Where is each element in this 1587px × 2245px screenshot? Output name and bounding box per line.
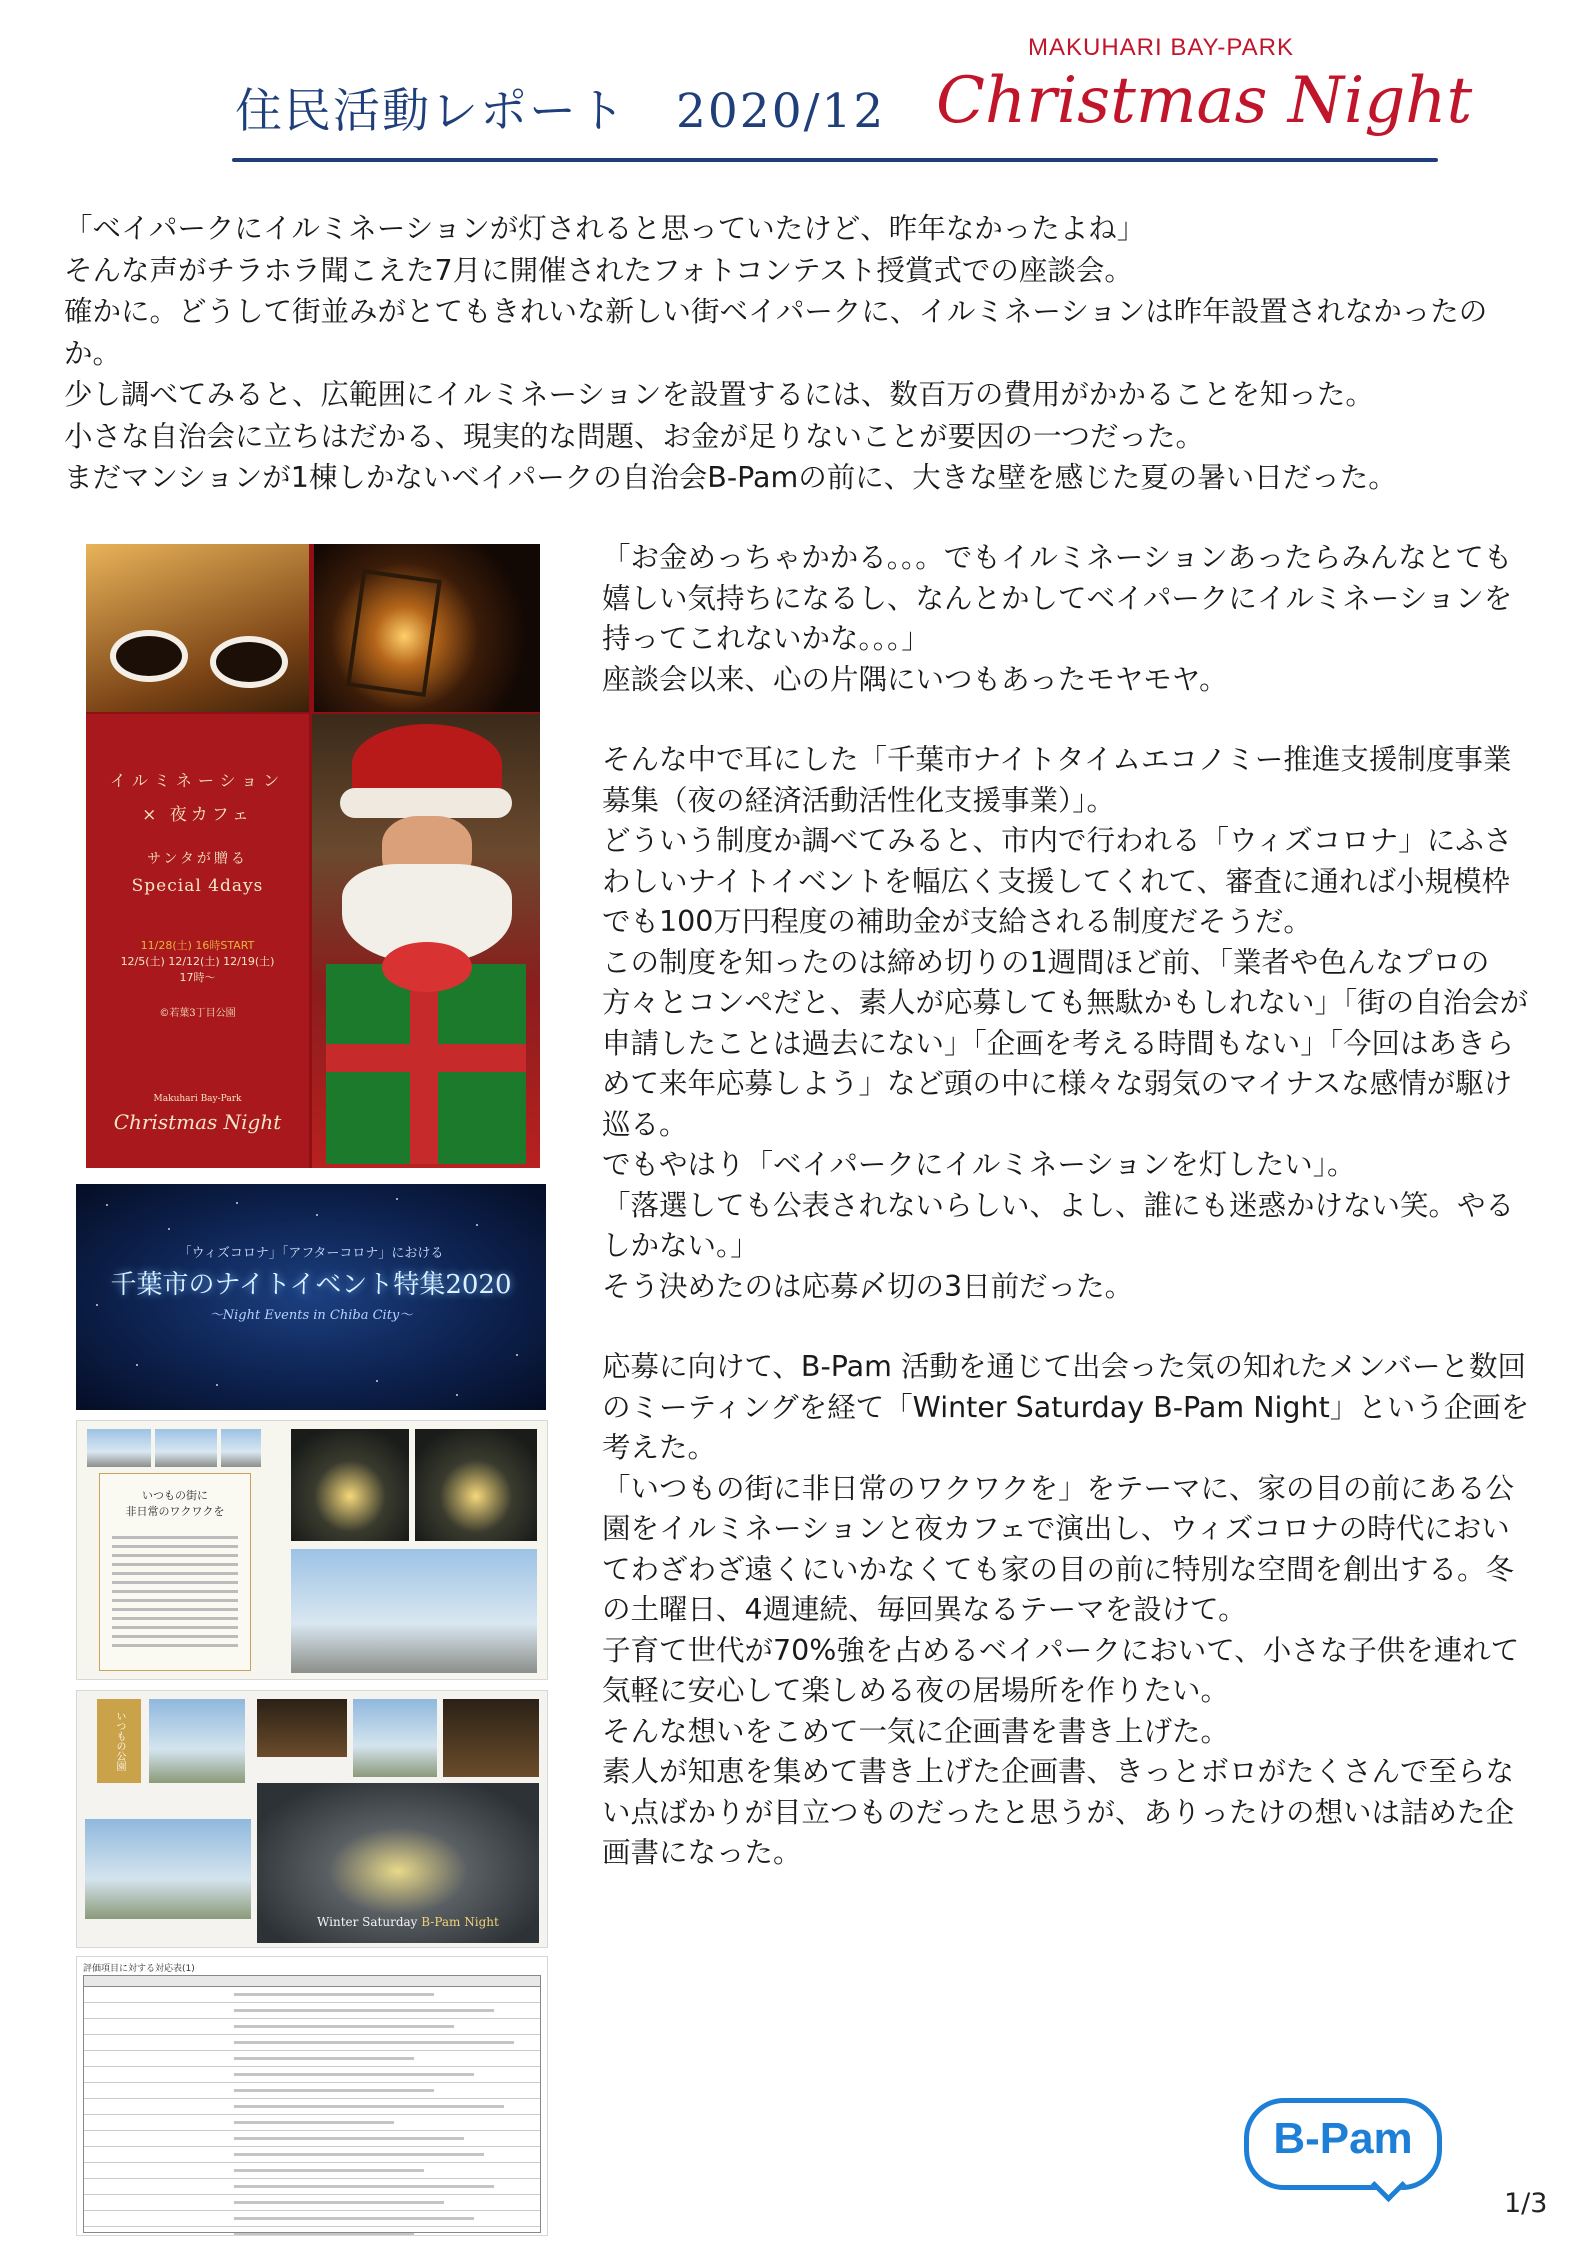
story-paragraph: どういう制度か調べてみると、市内で行われる「ウィズコロナ」にふさわしいナイトイベントを幅広く支援してくれて、審査に通れば小規模枠でも100万円程度の補助金が支給される制度だそうだ。	[602, 824, 1513, 938]
tree-photo	[353, 1699, 437, 1777]
poster-script-brand: Christmas Night	[113, 1110, 282, 1134]
illumination-photo	[291, 1429, 409, 1541]
park-photo	[149, 1699, 245, 1783]
coffee-cup-icon	[210, 636, 288, 688]
table-row	[84, 2163, 540, 2179]
table-row	[84, 2227, 540, 2236]
table-row	[84, 2067, 540, 2083]
star	[236, 1202, 238, 1204]
table-row	[84, 2131, 540, 2147]
proposal-text-frame	[99, 1473, 251, 1671]
gift-bow-icon	[382, 942, 472, 992]
story-paragraph: 「いつもの街に非日常のワクワクを」をテーマに、家の目の前にある公園をイルミネーションと夜カフェで演出し、ウィズコロナの時代においてわざわざ遠くにいかなくても家の目の前に特別な空間を創出する。冬の土曜日、4週連続、毎回異なるテーマを設けて。	[602, 1471, 1515, 1626]
poster-line: Special 4days	[131, 876, 264, 896]
table-row	[84, 2099, 540, 2115]
star	[106, 1204, 108, 1206]
poster-date: 12/5(土) 12/12(土) 12/19(土)	[120, 955, 275, 968]
illumination-photo	[415, 1429, 537, 1541]
lantern-photo	[314, 544, 540, 712]
star	[316, 1214, 318, 1216]
table-row	[84, 1987, 540, 2003]
santa-photo	[312, 714, 540, 1168]
star	[168, 1228, 170, 1230]
table-row	[84, 2115, 540, 2131]
table-row	[84, 2003, 540, 2019]
brand-subtitle: MAKUHARI BAY-PARK	[1028, 34, 1294, 61]
coffee-photo	[86, 544, 309, 712]
poster-small-brand: Makuhari Bay-Park	[153, 1094, 242, 1104]
table-row	[84, 2051, 540, 2067]
intro-line: まだマンションが1棟しかないベイパークの自治会B-Pamの前に、大きな壁を感じた夏の暑い日だった。	[64, 461, 1397, 494]
cafe-photo	[257, 1699, 347, 1757]
poster-date: 17時～	[179, 971, 216, 984]
paragraph-gap	[602, 700, 1530, 740]
story-paragraph: 応募に向けて、B-Pam 活動を通じて出会った気の知れたメンバーと数回のミーティングを経て「Winter Saturday B-Pam Night」という企画を考えた。	[602, 1350, 1530, 1464]
intro-line: そんな声がチラホラ聞こえた7月に開催されたフォトコンテスト授賞式での座談会。	[64, 253, 1133, 287]
proposal-label: いつもの公園	[97, 1699, 141, 1783]
park-photo	[85, 1819, 251, 1919]
night-event-banner	[76, 1184, 546, 1410]
santa-hat-fur	[340, 788, 512, 818]
story-column	[602, 538, 1530, 1874]
banner-english-title: ～Night Events in Chiba City～	[209, 1308, 413, 1323]
intro-paragraph	[64, 208, 1534, 499]
star	[396, 1198, 398, 1200]
proposal-table	[83, 1975, 541, 2233]
proposal-page-3-image	[76, 1956, 548, 2236]
banner-title: 千葉市のナイトイベント特集2020	[110, 1270, 512, 1300]
poster-line: イルミネーション	[109, 771, 286, 790]
table-header	[84, 1976, 540, 1987]
paragraph-gap	[602, 1307, 1530, 1347]
star	[456, 1394, 458, 1396]
proposal-theme-title: いつもの街に 非日常のワクワクを	[125, 1489, 225, 1518]
table-row	[84, 2035, 540, 2051]
bpam-logo	[1240, 2094, 1438, 2198]
star	[516, 1354, 518, 1356]
poster-date: 11/28(土) 16時START	[140, 939, 255, 952]
table-row	[84, 2195, 540, 2211]
star	[476, 1224, 478, 1226]
story-paragraph: 「落選しても公表されないらしい、よし、誰にも迷惑かけない笑。やるしかない。」	[602, 1188, 1515, 1262]
story-paragraph: そんな中で耳にした「千葉市ナイトタイムエコノミー推進支援制度事業募集（夜の経済活動活性化支援事業）」。	[602, 743, 1512, 817]
poster-line: × 夜カフェ	[142, 805, 253, 825]
coffee-cup-icon	[110, 630, 188, 682]
caption-text: Winter Saturday	[317, 1915, 422, 1929]
intro-line: 小さな自治会に立ちはだかる、現実的な問題、お金が足りないことが要因の一つだった。	[64, 419, 1205, 453]
star	[136, 1364, 138, 1366]
proposal-table-heading: 評価項目に対する対応表(1)	[83, 1964, 195, 1974]
table-row	[84, 2211, 540, 2227]
story-paragraph: そう決めたのは応募〆切の3日前だった。	[602, 1269, 1134, 1303]
table-row	[84, 2083, 540, 2099]
story-paragraph: この制度を知ったのは締め切りの1週間ほど前、「業者や色んなプロの方々とコンペだと、素人が応募しても無駄かもしれない」「街の自治会が申請したことは過去にない」「企画を考える時間もない」「今回はあきらめて来年応募しよう」など頭の中に様々な弱気のマイナスな感情が駆け巡る。	[602, 945, 1529, 1141]
table-row	[84, 2147, 540, 2163]
proposal-photo	[155, 1429, 217, 1467]
story-paragraph: でもやはり「ベイパークにイルミネーションを灯したい」。	[602, 1148, 1356, 1181]
banner-subtitle: 「ウィズコロナ」「アフターコロナ」における	[178, 1246, 444, 1261]
poster-dates	[86, 938, 309, 986]
brand-script-logo: Christmas Night	[936, 64, 1473, 138]
story-paragraph: そんな想いをこめて一気に企画書を書き上げた。	[602, 1714, 1230, 1748]
table-row	[84, 2179, 540, 2195]
poster-line: サンタが贈る	[147, 851, 248, 867]
caption-highlight: B-Pam Night	[421, 1915, 499, 1929]
table-row	[84, 2019, 540, 2035]
intro-line: 確かに。どうして街並みがとてもきれいな新しい街ベイパークに、イルミネーションは昨年設置されなかったのか。	[64, 295, 1488, 370]
story-paragraph: 座談会以来、心の片隅にいつもあったモヤモヤ。	[602, 662, 1228, 696]
intro-line: 「ベイパークにイルミネーションが灯されると思っていたけど、昨年なかったよね」	[64, 212, 1146, 245]
proposal-photo	[87, 1429, 151, 1467]
star	[216, 1384, 218, 1386]
logo-text: B-Pam	[1273, 2114, 1413, 2163]
report-title: 住民活動レポート 2020/12	[235, 84, 886, 139]
intro-line: 少し調べてみると、広範囲にイルミネーションを設置するには、数百万の費用がかかることを知った。	[64, 378, 1374, 411]
gift-ribbon	[326, 1044, 526, 1072]
story-paragraph: 素人が知恵を集めて書き上げた企画書、きっとボロがたくさんで至らない点ばかりが目立つものだったと思うが、ありったけの想いは詰めた企画書になった。	[602, 1755, 1515, 1869]
page-number: 1/3	[1504, 2188, 1548, 2219]
proposal-caption	[317, 1915, 499, 1929]
header-divider	[232, 158, 1438, 162]
story-paragraph: 「お金めっちゃかかる。。。でもイルミネーションあったらみんなとても嬉しい気持ちになるし、なんとかしてベイパークにイルミネーションを持ってこれないかな。。。」	[602, 541, 1513, 655]
poster-venue: ©若葉3丁目公園	[159, 1008, 236, 1019]
lantern-icon	[346, 569, 442, 697]
proposal-page-1-image	[76, 1420, 548, 1680]
story-paragraph: 子育て世代が70%強を占めるベイパークにおいて、小さな子供を連れて気軽に安心して楽しめる夜の居場所を作りたい。	[602, 1633, 1520, 1707]
park-photo	[291, 1549, 537, 1673]
proposal-photo	[221, 1429, 261, 1467]
star	[376, 1380, 378, 1382]
cafe-photo	[443, 1699, 539, 1777]
proposal-page-2-image	[76, 1690, 548, 1948]
proposal-body-lines	[112, 1536, 238, 1653]
